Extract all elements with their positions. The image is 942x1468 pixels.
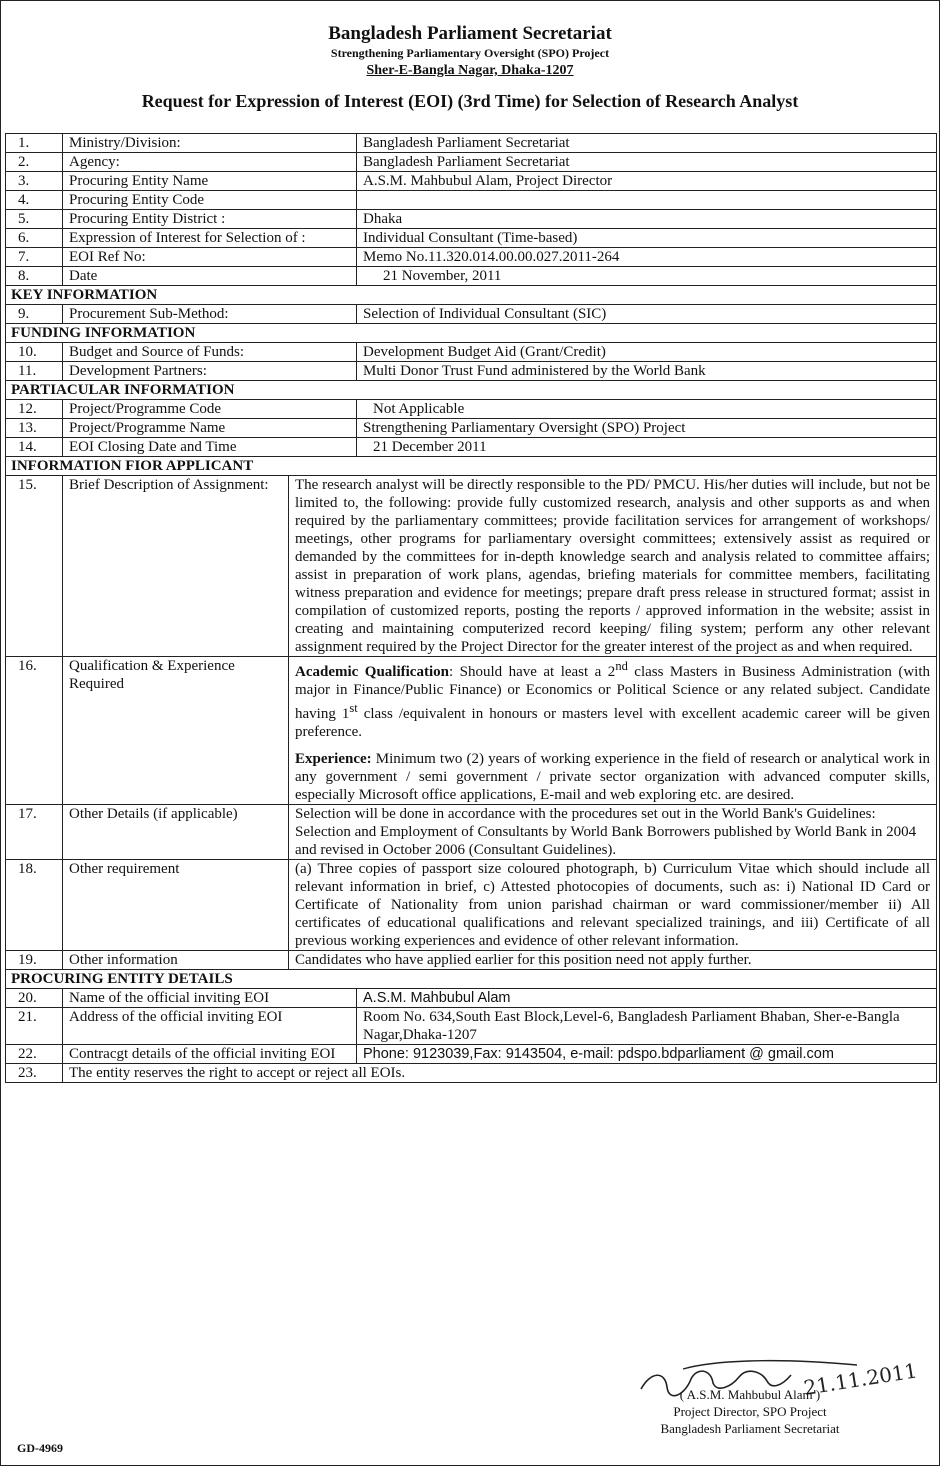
row-value: Strengthening Parliamentary Oversight (SPO) Project bbox=[357, 419, 937, 438]
table-row bbox=[6, 134, 937, 153]
row-value: Multi Donor Trust Fund administered by the World Bank bbox=[357, 362, 937, 381]
academic-qualification-label: Academic Qualification bbox=[295, 664, 449, 680]
row-number: 14. bbox=[6, 438, 63, 457]
row-value: A.S.M. Mahbubul Alam, Project Director bbox=[357, 172, 937, 191]
notice-header bbox=[1, 23, 939, 112]
row-number: 20. bbox=[6, 989, 63, 1008]
table-row bbox=[6, 153, 937, 172]
row-value: 21 November, 2011 bbox=[357, 267, 937, 286]
table-row bbox=[6, 1045, 937, 1064]
section-heading-particular-information bbox=[6, 381, 937, 400]
section-title: INFORMATION FIOR APPLICANT bbox=[6, 457, 937, 476]
row-number: 13. bbox=[6, 419, 63, 438]
section-heading-key-information bbox=[6, 286, 937, 305]
row-value: Phone: 9123039,Fax: 9143504, e-mail: pdspo.bdparliament @ gmail.com bbox=[357, 1045, 937, 1064]
row-number: 12. bbox=[6, 400, 63, 419]
table-row bbox=[6, 1064, 937, 1083]
row-value: Selection of Individual Consultant (SIC) bbox=[357, 305, 937, 324]
row-value: Candidates who have applied earlier for this position need not apply further. bbox=[289, 951, 937, 970]
signature-block bbox=[605, 1360, 895, 1437]
row-label: Agency: bbox=[63, 153, 357, 172]
row-number: 1. bbox=[6, 134, 63, 153]
row-label: Qualification & Experience Required bbox=[63, 657, 289, 805]
row-label: Development Partners: bbox=[63, 362, 357, 381]
table-row bbox=[6, 229, 937, 248]
row-value: (a) Three copies of passport size coloured photograph, b) Curriculum Vitae which should include all relevant information in brief, c) Attested photocopies of documents, such as: i) National ID Card or Certificate of Nationality from union parishad chairman or ward commissioner/member ii) All certificates of educational qualifications and relevant specialized trainings, and iii) Certificate of all previous working experiences and evidence of other relevant information. bbox=[289, 860, 937, 951]
row-number: 19. bbox=[6, 951, 63, 970]
row-number: 21. bbox=[6, 1008, 63, 1045]
experience-requirement bbox=[295, 750, 930, 804]
table-row bbox=[6, 860, 937, 951]
row-label: Ministry/Division: bbox=[63, 134, 357, 153]
superscript: nd bbox=[615, 659, 628, 673]
footer-code: GD-4969 bbox=[17, 1441, 63, 1455]
table-row bbox=[6, 305, 937, 324]
row-label: Other information bbox=[63, 951, 289, 970]
row-value: 21 December 2011 bbox=[357, 438, 937, 457]
row-label: Procurement Sub-Method: bbox=[63, 305, 357, 324]
table-row bbox=[6, 362, 937, 381]
section-title: PARTIACULAR INFORMATION bbox=[6, 381, 937, 400]
row-label: Expression of Interest for Selection of : bbox=[63, 229, 357, 248]
table-row bbox=[6, 400, 937, 419]
row-value: Room No. 634,South East Block,Level-6, Bangladesh Parliament Bhaban, Sher-e-Bangla Nagar,Dhaka-1207 bbox=[357, 1008, 937, 1045]
organization-address: Sher-E-Bangla Nagar, Dhaka-1207 bbox=[366, 63, 574, 78]
organization-name: Bangladesh Parliament Secretariat bbox=[328, 23, 612, 44]
row-value: Dhaka bbox=[357, 210, 937, 229]
row-value: The entity reserves the right to accept or reject all EOIs. bbox=[63, 1064, 937, 1083]
row-label: Project/Programme Code bbox=[63, 400, 357, 419]
section-heading-information-for-applicant bbox=[6, 457, 937, 476]
row-label: Contracgt details of the official inviting EOI bbox=[63, 1045, 357, 1064]
table-row bbox=[6, 989, 937, 1008]
row-value bbox=[357, 191, 937, 210]
row-value: The research analyst will be directly responsible to the PD/ PMCU. His/her duties will include, but not be limited to, the following: provide fully customized research, analysis and other supports as and when required by the parliamentary committees; provide facilitation services for arrangement of workshops/ meetings, other programs for parliamentary oversight committees; extensively assist as required or demanded by the committees for in-depth knowledge search and analysis related to committee affairs; assist in preparation of work plans, agendas, briefing materials for committee members, facilitating witness preparation and evidence for meetings; prepare draft press release in structured format; assist in compilation of customized reports, posting the reports / approved information in the website; assist in creating and maintaining computerized record keeping/ filing system; perform any other relevant assignment required by the Project Director for the greater interest of the project as and when required. bbox=[289, 476, 937, 657]
row-label: Procuring Entity Code bbox=[63, 191, 357, 210]
row-number: 7. bbox=[6, 248, 63, 267]
table-row bbox=[6, 438, 937, 457]
row-number: 23. bbox=[6, 1064, 63, 1083]
row-label: Address of the official inviting EOI bbox=[63, 1008, 357, 1045]
row-number: 6. bbox=[6, 229, 63, 248]
project-name: Strengthening Parliamentary Oversight (SPO) Project bbox=[330, 46, 610, 60]
table-row bbox=[6, 657, 937, 805]
row-value: Memo No.11.320.014.00.00.027.2011-264 bbox=[357, 248, 937, 267]
section-title: KEY INFORMATION bbox=[6, 286, 937, 305]
row-number: 22. bbox=[6, 1045, 63, 1064]
row-value: Bangladesh Parliament Secretariat bbox=[357, 134, 937, 153]
row-label: Budget and Source of Funds: bbox=[63, 343, 357, 362]
signatory-name: ( A.S.M. Mahbubul Alam ) bbox=[679, 1387, 821, 1402]
row-label: Procuring Entity Name bbox=[63, 172, 357, 191]
row-number: 9. bbox=[6, 305, 63, 324]
row-number: 16. bbox=[6, 657, 63, 805]
row-value: A.S.M. Mahbubul Alam bbox=[357, 989, 937, 1008]
row-label: Other requirement bbox=[63, 860, 289, 951]
table-row bbox=[6, 1008, 937, 1045]
row-value: Not Applicable bbox=[357, 400, 937, 419]
row-number: 8. bbox=[6, 267, 63, 286]
academic-qualification bbox=[295, 657, 930, 741]
section-heading-procuring-entity-details bbox=[6, 970, 937, 989]
row-number: 5. bbox=[6, 210, 63, 229]
signature-spacer bbox=[605, 1360, 895, 1386]
row-label: Procuring Entity District : bbox=[63, 210, 357, 229]
row-value: Development Budget Aid (Grant/Credit) bbox=[357, 343, 937, 362]
table-row bbox=[6, 267, 937, 286]
row-label: Brief Description of Assignment: bbox=[63, 476, 289, 657]
row-number: 3. bbox=[6, 172, 63, 191]
eoi-details-table bbox=[5, 133, 937, 1083]
experience-text: Minimum two (2) years of working experience in the field of research or analytical work in any government / semi government / private sector organization with advanced computer skills, especially Microsoft office applications, E-mail and web exploring etc. are desired. bbox=[295, 751, 930, 803]
row-number: 15. bbox=[6, 476, 63, 657]
experience-label: Experience: bbox=[295, 751, 372, 767]
row-label: Date bbox=[63, 267, 357, 286]
table-row bbox=[6, 419, 937, 438]
signature-date: 21.11.2011 bbox=[802, 1358, 919, 1400]
row-value: Bangladesh Parliament Secretariat bbox=[357, 153, 937, 172]
signatory-title: Project Director, SPO Project bbox=[673, 1404, 827, 1419]
superscript: st bbox=[349, 701, 358, 715]
table-row bbox=[6, 248, 937, 267]
row-value: Individual Consultant (Time-based) bbox=[357, 229, 937, 248]
row-label: EOI Closing Date and Time bbox=[63, 438, 357, 457]
table-row bbox=[6, 210, 937, 229]
section-title: PROCURING ENTITY DETAILS bbox=[6, 970, 937, 989]
section-heading-funding-information bbox=[6, 324, 937, 343]
signatory-organization: Bangladesh Parliament Secretariat bbox=[660, 1421, 840, 1436]
row-label: Name of the official inviting EOI bbox=[63, 989, 357, 1008]
table-row bbox=[6, 805, 937, 860]
row-number: 11. bbox=[6, 362, 63, 381]
row-value bbox=[289, 657, 937, 805]
academic-text-part: : Should have at least a 2 bbox=[448, 664, 616, 680]
section-title: FUNDING INFORMATION bbox=[6, 324, 937, 343]
row-number: 10. bbox=[6, 343, 63, 362]
row-number: 17. bbox=[6, 805, 63, 860]
row-label: Project/Programme Name bbox=[63, 419, 357, 438]
academic-text-part: class Masters in Business Administration (with major in Finance/Public Finance) or Economics or Political Science or any related subject. Candidate having 1 bbox=[295, 664, 931, 722]
row-label: EOI Ref No: bbox=[63, 248, 357, 267]
row-number: 4. bbox=[6, 191, 63, 210]
row-value: Selection will be done in accordance with the procedures set out in the World Bank's Guidelines: Selection and Employment of Consultants by World Bank Borrowers published by World Bank in 2004 and revised in October 2006 (Consultant Guidelines). bbox=[289, 805, 937, 860]
table-row bbox=[6, 476, 937, 657]
row-number: 2. bbox=[6, 153, 63, 172]
row-number: 18. bbox=[6, 860, 63, 951]
table-row bbox=[6, 172, 937, 191]
table-row bbox=[6, 191, 937, 210]
notice-title: Request for Expression of Interest (EOI) (3rd Time) for Selection of Research Analyst bbox=[141, 91, 799, 111]
academic-text-part: class /equivalent in honours or masters level with excellent academic career will be given preference. bbox=[295, 706, 930, 740]
table-row bbox=[6, 343, 937, 362]
row-label: Other Details (if applicable) bbox=[63, 805, 289, 860]
table-row bbox=[6, 951, 937, 970]
